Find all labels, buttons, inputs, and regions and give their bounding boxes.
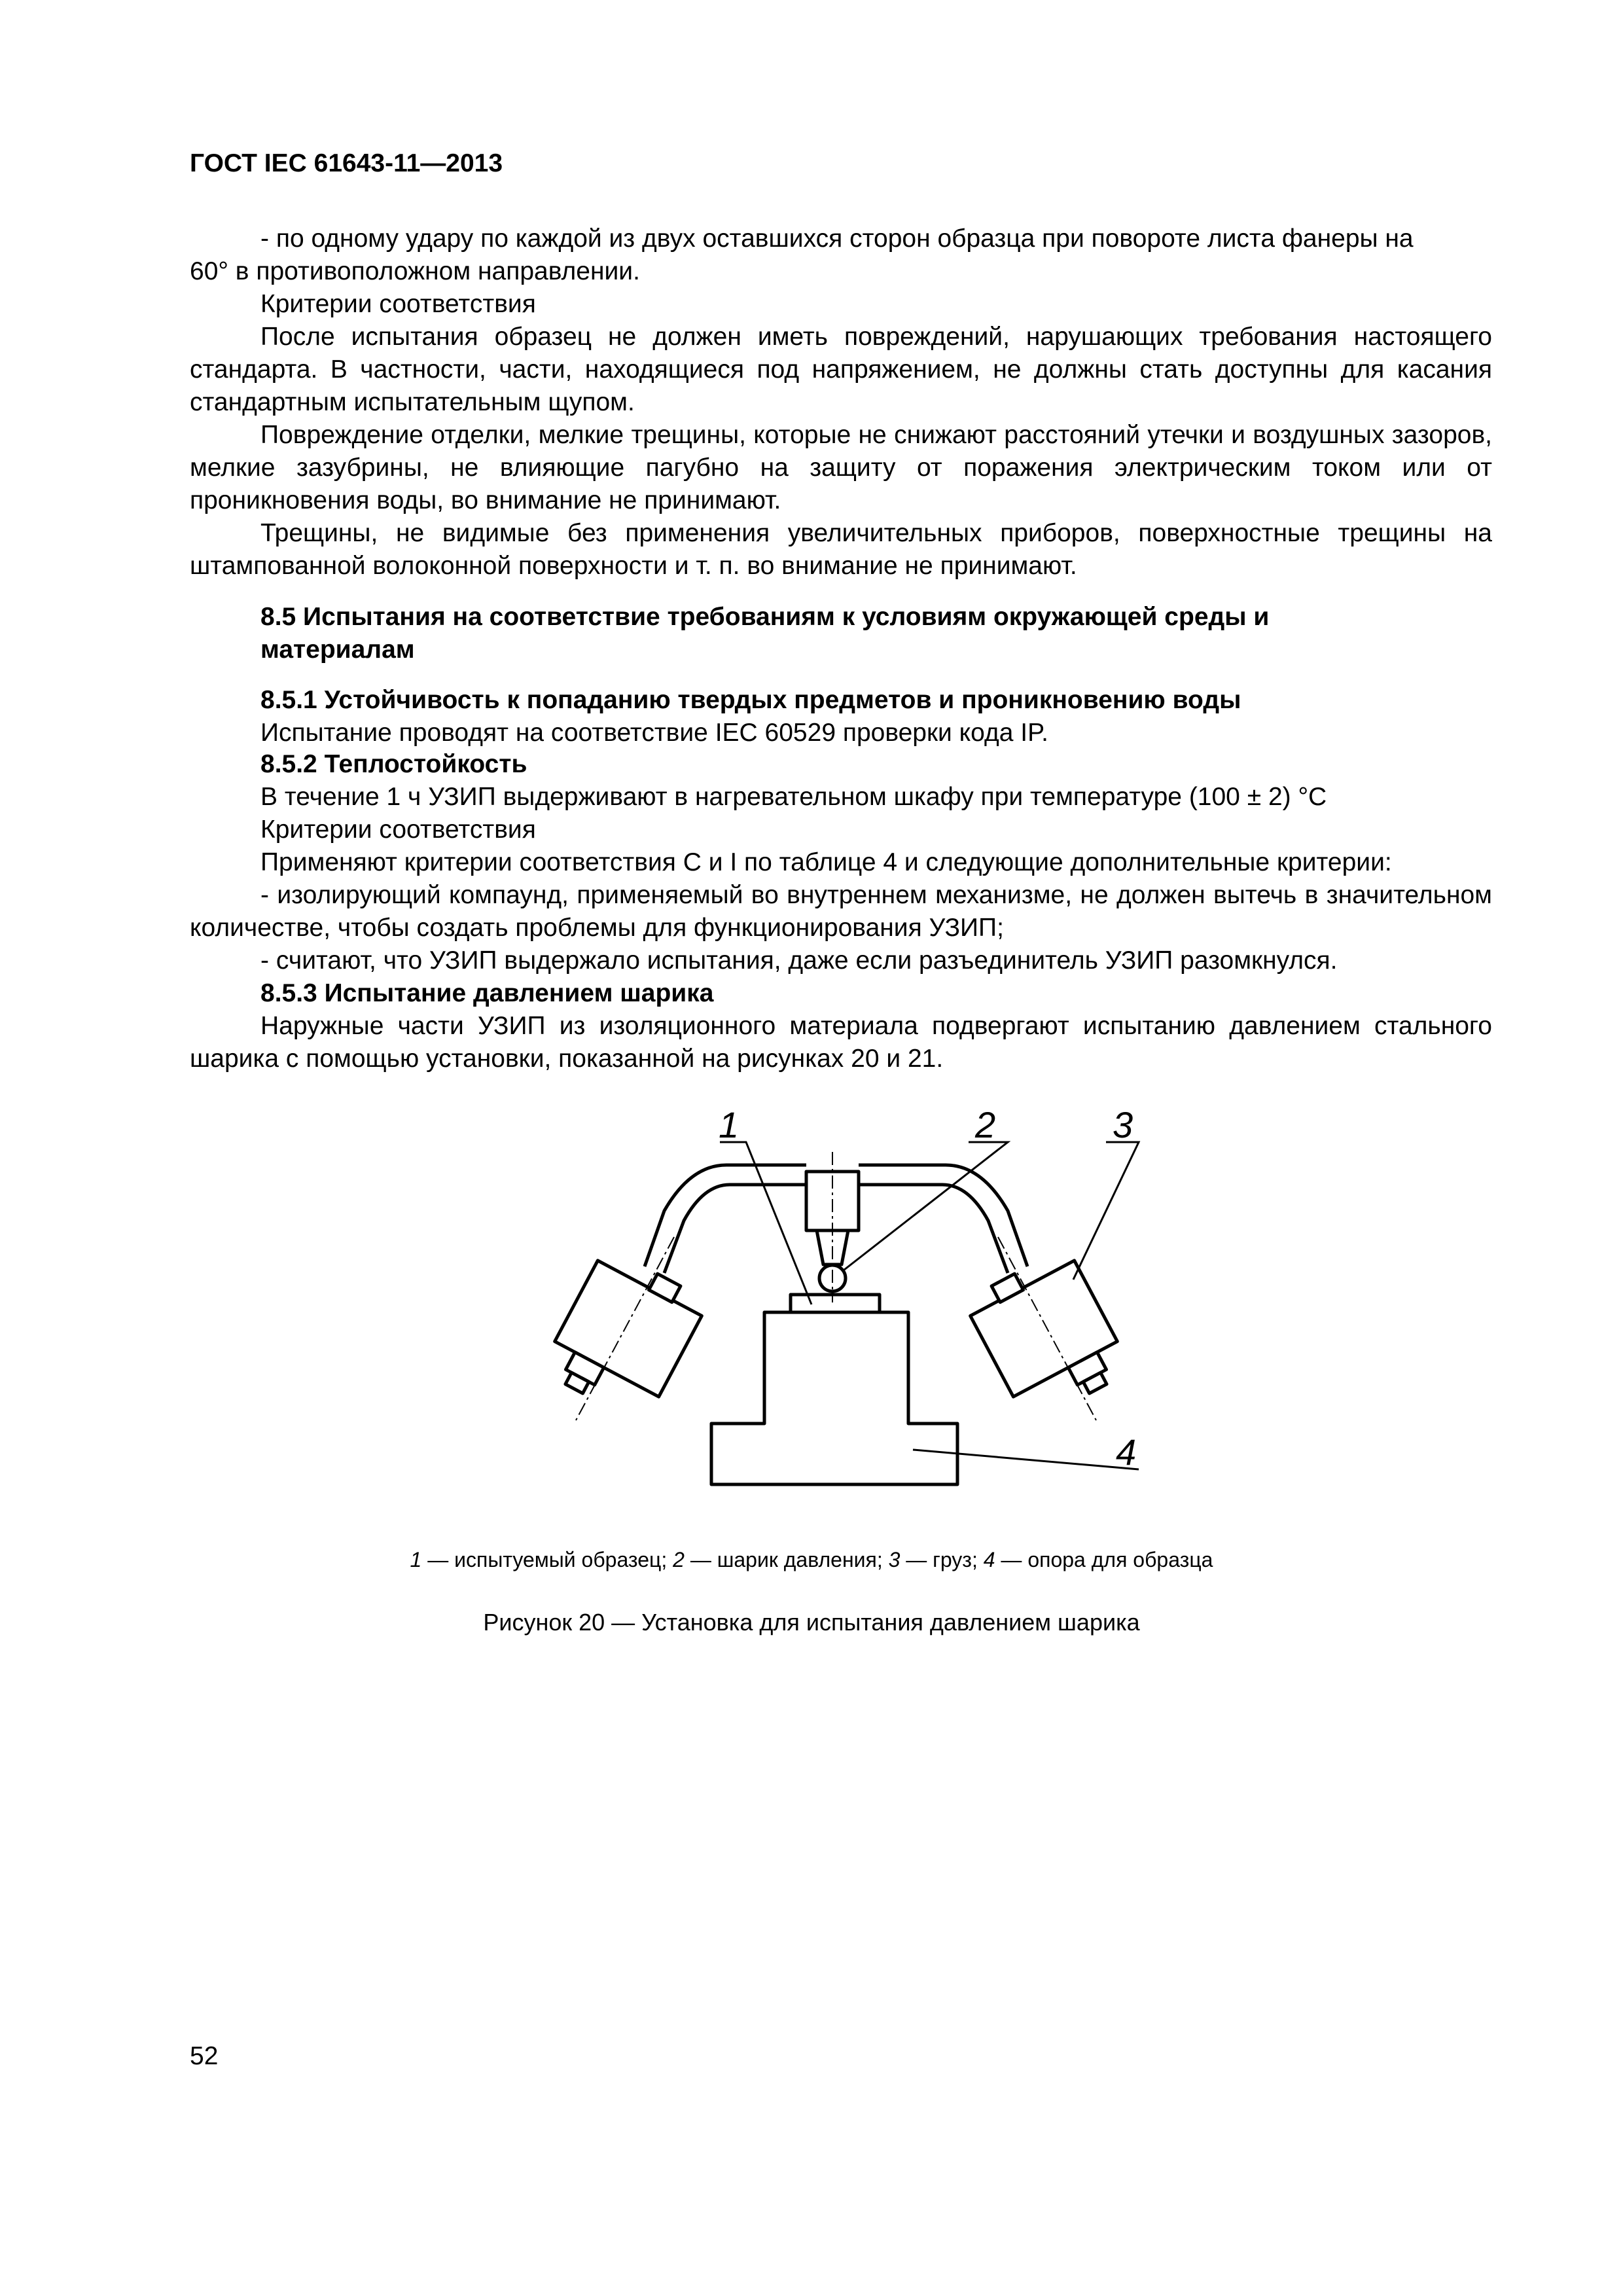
paragraph-8-5-1: Испытание проводят на соответствие IEC 60529 проверки кода IP. [260, 719, 1048, 747]
paragraph-8-5-2-c: Применяют критерии соответствия С и I по таблице 4 и следующие дополнительные критерии: [260, 848, 1392, 876]
section-heading-8-5-2: 8.5.2 Теплостойкость [260, 750, 527, 778]
section-heading-8-5-3: 8.5.3 Испытание давлением шарика [260, 979, 714, 1007]
section-heading-8-5: 8.5 Испытания на соответствие требованиям к условиям окружающей среды и материалам [260, 603, 1270, 664]
figure-label-1: 1 [719, 1104, 740, 1145]
paragraph-impact-rotation: - по одному удару по каждой из двух оставшихся сторон образца при повороте листа фанеры на [260, 224, 1414, 253]
right-weight [963, 1246, 1133, 1426]
figure-label-4: 4 [1116, 1431, 1137, 1473]
figure-label-2: 2 [975, 1104, 996, 1145]
figure-legend: 1 — испытуемый образец; 2 — шарик давления; 3 — груз; 4 — опора для образца [410, 1548, 1213, 1571]
specimen-support [711, 1312, 957, 1484]
figure-caption: Рисунок 20 — Установка для испытания давлением шарика [483, 1609, 1140, 1636]
paragraph-8-5-3: Наружные части УЗИП из изоляционного материала подвергают испытанию давлением стального шарика с помощью установки, показанной на рисунках 20 и 21. [190, 1012, 1492, 1073]
page-number: 52 [190, 2042, 219, 2070]
paragraph-8-5-2-criteria: Критерии соответствия [260, 816, 536, 844]
paragraph-8-5-2-d: - изолирующий компаунд, применяемый во внутреннем механизме, не должен вытечь в значительном количестве, чтобы создать проблемы для функционирования УЗИП; [190, 881, 1492, 942]
paragraph-after-test: После испытания образец не должен иметь повреждений, нарушающих требования настоящего стандарта. В частности, части, находящиеся под напряжением, не должны стать доступны для касания стандартным испытательным щупом. [190, 323, 1492, 416]
paragraph-finish-damage: Повреждение отделки, мелкие трещины, которые не снижают расстояний утечки и воздушных зазоров, мелкие зазубрины, не влияющие пагубно на защиту от поражения электрическим током или от проникновения воды, во внимание не принимают. [190, 421, 1492, 514]
paragraph-impact-rotation-end: 60° в противоположном направлении. [190, 257, 640, 285]
paragraph-cracks: Трещины, не видимые без применения увеличительных приборов, поверхностные трещины на штампованной волоконной поверхности и т. п. во внимание не принимают. [190, 519, 1492, 580]
section-heading-8-5-1: 8.5.1 Устойчивость к попаданию твердых предметов и проникновению воды [260, 686, 1241, 714]
paragraph-8-5-2-a: В течение 1 ч УЗИП выдерживают в нагревательном шкафу при температуре (100 ± 2) °С [260, 783, 1327, 811]
criteria-heading-1: Критерии соответствия [260, 290, 536, 318]
test-specimen [791, 1295, 880, 1312]
document-header: ГОСТ IEC 61643-11—2013 [190, 149, 503, 177]
figure-label-3: 3 [1113, 1104, 1133, 1145]
paragraph-8-5-2-e: - считают, что УЗИП выдержало испытания, даже если разъединитель УЗИП разомкнулся. [260, 946, 1338, 975]
left-weight [539, 1246, 709, 1426]
